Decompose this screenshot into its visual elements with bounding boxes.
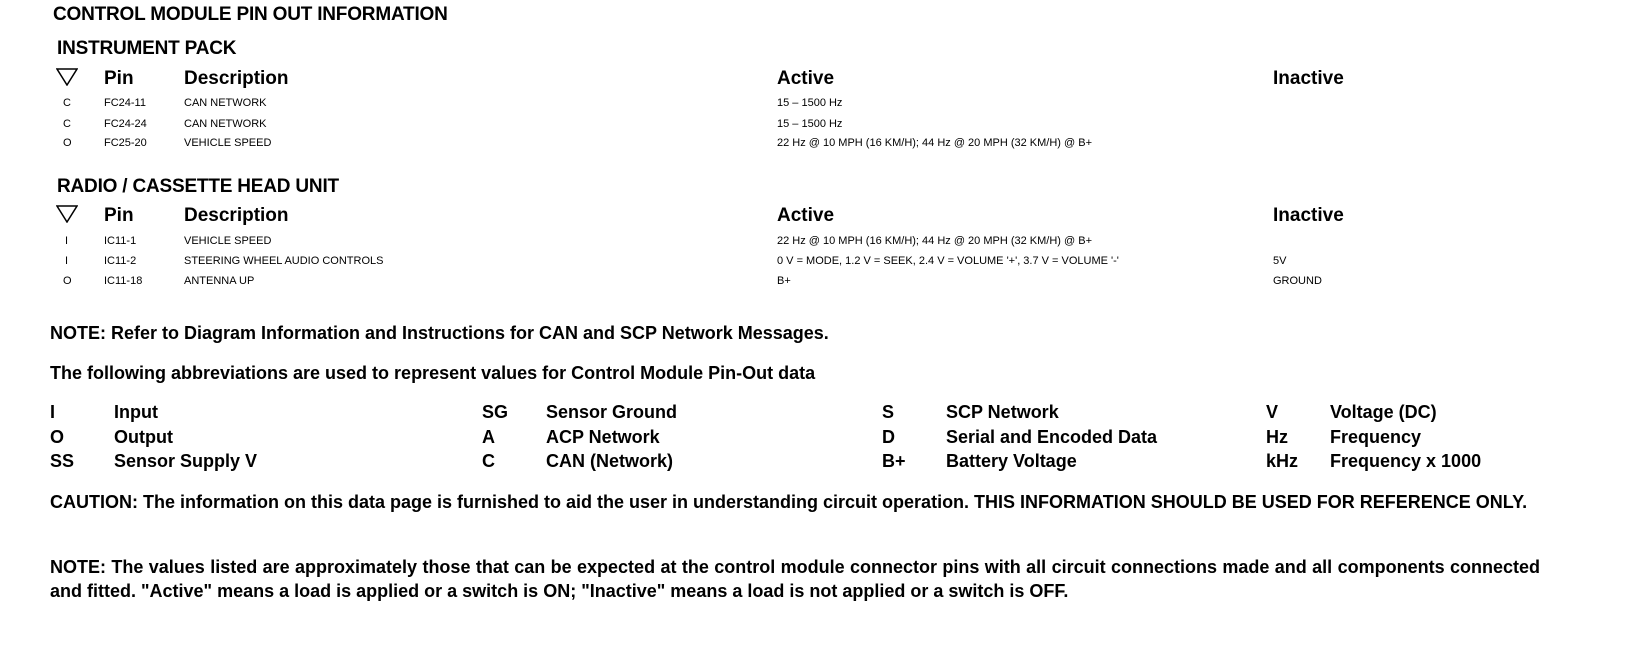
row-description: CAN NETWORK	[184, 118, 267, 130]
abbrev-meaning: Output	[114, 427, 173, 447]
abbrev-code: D	[882, 427, 895, 447]
column-header-active: Active	[777, 68, 835, 89]
abbreviations-intro: The following abbreviations are used to represent values for Control Module Pin-Out data	[50, 363, 816, 383]
column-header-pin: Pin	[104, 68, 134, 89]
triangle-down-icon	[56, 205, 78, 223]
abbrev-meaning: Sensor Supply V	[114, 451, 258, 471]
row-pin: FC25-20	[104, 137, 147, 149]
row-active: 15 – 1500 Hz	[777, 118, 843, 130]
row-io: C	[63, 97, 71, 109]
row-pin: FC24-11	[104, 97, 146, 109]
abbrev-code: I	[50, 402, 56, 422]
column-header-description: Description	[184, 205, 289, 226]
row-io: O	[63, 275, 72, 287]
abbrev-meaning: Sensor Ground	[546, 402, 678, 422]
abbrev-code: O	[50, 427, 65, 447]
row-active: 15 – 1500 Hz	[777, 97, 843, 109]
row-io: I	[65, 235, 69, 247]
abbrev-meaning: CAN (Network)	[546, 451, 674, 471]
row-pin: FC24-24	[104, 118, 147, 130]
column-header-inactive: Inactive	[1273, 205, 1344, 226]
abbrev-meaning: Battery Voltage	[946, 451, 1077, 471]
caution-paragraph: CAUTION: The information on this data page is furnished to aid the user in understanding circuit operation. THIS INFORMATION SHOULD BE USED FOR REFERENCE ONLY.	[50, 492, 1528, 512]
section-title-radio-cassette-head-unit: RADIO / CASSETTE HEAD UNIT	[57, 176, 339, 197]
page-title: CONTROL MODULE PIN OUT INFORMATION	[53, 4, 448, 25]
abbrev-code: Hz	[1266, 427, 1288, 447]
abbrev-meaning: Input	[114, 402, 158, 422]
column-header-description: Description	[184, 68, 289, 89]
row-description: VEHICLE SPEED	[184, 235, 272, 247]
note-paragraph: NOTE: The values listed are approximately those that can be expected at the control module connector pins with all circuit connections made and all components connected and fitted. "Active" means a load is applied or a switch is ON; "Inactive" means a load is not applied or a switch is OFF.	[50, 557, 1540, 601]
row-description: CAN NETWORK	[184, 97, 267, 109]
abbrev-meaning: Serial and Encoded Data	[946, 427, 1158, 447]
column-header-inactive: Inactive	[1273, 68, 1344, 89]
row-active: 22 Hz @ 10 MPH (16 KM/H); 44 Hz @ 20 MPH (32 KM/H) @ B+	[777, 137, 1092, 149]
abbrev-code: kHz	[1266, 451, 1299, 471]
abbrev-code: B+	[882, 451, 906, 471]
row-active: 22 Hz @ 10 MPH (16 KM/H); 44 Hz @ 20 MPH (32 KM/H) @ B+	[777, 235, 1092, 247]
abbrev-code: SG	[482, 402, 509, 422]
row-io: I	[65, 255, 69, 267]
row-description: STEERING WHEEL AUDIO CONTROLS	[184, 255, 384, 267]
row-io: O	[63, 137, 72, 149]
row-pin: IC11-1	[104, 235, 137, 247]
row-inactive: GROUND	[1273, 275, 1322, 287]
abbrev-code: S	[882, 402, 895, 422]
row-description: ANTENNA UP	[184, 275, 255, 287]
abbrev-code: V	[1266, 402, 1279, 422]
triangle-down-icon	[56, 68, 78, 86]
section-title-instrument-pack: INSTRUMENT PACK	[57, 38, 237, 59]
abbrev-code: SS	[50, 451, 75, 471]
row-io: C	[63, 118, 71, 130]
row-active: B+	[777, 275, 791, 287]
row-pin: IC11-18	[104, 275, 143, 287]
row-active: 0 V = MODE, 1.2 V = SEEK, 2.4 V = VOLUME '+', 3.7 V = VOLUME '-'	[777, 255, 1119, 267]
abbrev-meaning: Frequency	[1330, 427, 1422, 447]
abbrev-code: C	[482, 451, 495, 471]
row-pin: IC11-2	[104, 255, 137, 267]
abbrev-meaning: ACP Network	[546, 427, 660, 447]
abbrev-meaning: SCP Network	[946, 402, 1059, 422]
row-description: VEHICLE SPEED	[184, 137, 272, 149]
note-network-messages: NOTE: Refer to Diagram Information and Instructions for CAN and SCP Network Messages.	[50, 323, 829, 343]
abbrev-meaning: Frequency x 1000	[1330, 451, 1482, 471]
abbrev-meaning: Voltage (DC)	[1330, 402, 1437, 422]
abbrev-code: A	[482, 427, 495, 447]
row-inactive: 5V	[1273, 255, 1287, 267]
column-header-pin: Pin	[104, 205, 134, 226]
column-header-active: Active	[777, 205, 835, 226]
